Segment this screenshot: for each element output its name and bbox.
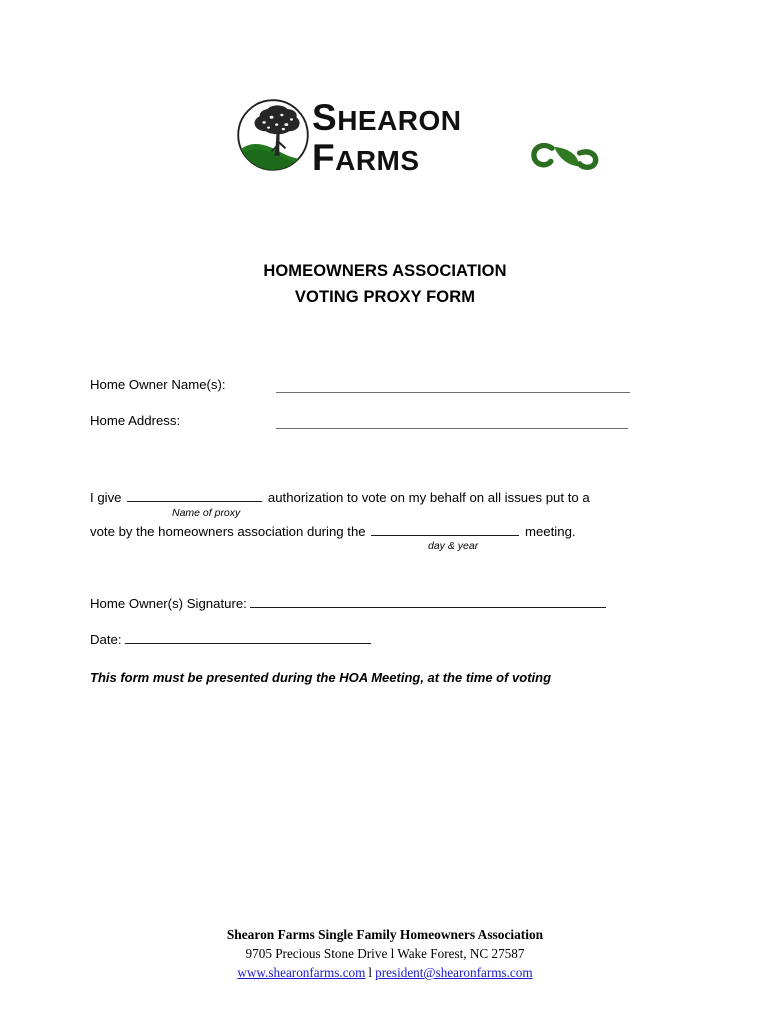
logo-initial-s: S <box>312 97 338 138</box>
proxy-statement-prefix: I give <box>90 490 122 505</box>
form-instruction-note: This form must be presented during the HOA Meeting, at the time of voting <box>90 670 552 685</box>
date-label: Date: <box>90 632 122 647</box>
logo-wordmark-line-shearon <box>312 99 462 136</box>
green-leaf-flourish-icon <box>528 135 600 177</box>
proxy-name-input[interactable] <box>127 501 262 502</box>
document-title-line-1: HOMEOWNERS ASSOCIATION <box>263 262 507 280</box>
signature-label: Home Owner(s) Signature: <box>90 596 247 611</box>
document-title <box>0 258 770 310</box>
meeting-statement-prefix: vote by the homeowners association during the <box>90 524 366 539</box>
owner-name-field-row <box>90 377 690 397</box>
proxy-statement-line-1 <box>90 489 670 506</box>
meeting-date-caption: day & year <box>428 540 479 552</box>
owner-name-label: Home Owner Name(s): <box>90 377 226 392</box>
proxy-statement-suffix: authorization to vote on my behalf on all issues put to a <box>267 490 590 505</box>
logo-rest-arms: ARMS <box>335 145 420 176</box>
date-input[interactable] <box>125 643 371 644</box>
date-field-row <box>90 632 371 647</box>
document-footer <box>0 925 770 982</box>
document-title-line-2: VOTING PROXY FORM <box>294 288 476 306</box>
footer-link-separator: l <box>368 965 373 980</box>
shearon-farms-logo <box>236 95 536 185</box>
footer-address: 9705 Precious Stone Drive l Wake Forest, NC 27587 <box>245 946 525 961</box>
meeting-statement-suffix: meeting. <box>524 524 576 539</box>
footer-website-link[interactable]: www.shearonfarms.com <box>237 965 366 980</box>
home-address-input[interactable] <box>276 428 628 429</box>
meeting-date-input[interactable] <box>371 535 519 536</box>
home-address-field-row <box>90 413 690 433</box>
logo-rest-hearon: HEARON <box>337 105 462 136</box>
signature-input[interactable] <box>250 607 606 608</box>
proxy-name-caption: Name of proxy <box>172 507 241 519</box>
logo-initial-f: F <box>312 137 336 178</box>
footer-email-link[interactable]: president@shearonfarms.com <box>375 965 533 980</box>
logo-wordmark-line-farms <box>312 139 420 176</box>
home-address-label: Home Address: <box>90 413 181 428</box>
signature-field-row <box>90 596 606 611</box>
logo-wordmark <box>312 95 536 185</box>
proxy-statement-line-2 <box>90 523 670 540</box>
footer-organization-name: Shearon Farms Single Family Homeowners Association <box>226 927 544 942</box>
footer-links <box>0 963 770 982</box>
owner-name-input[interactable] <box>276 392 630 393</box>
shearon-farms-tree-emblem <box>236 98 310 172</box>
